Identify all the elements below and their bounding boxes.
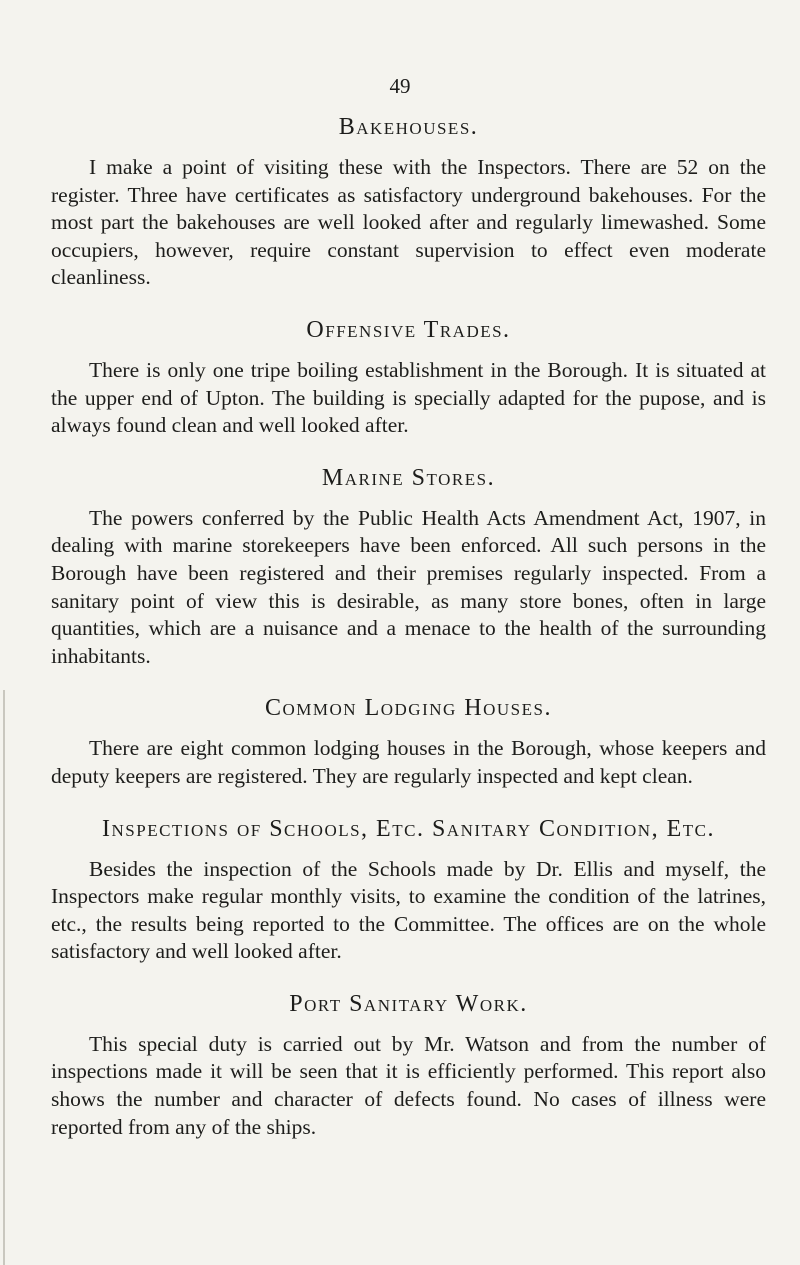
section-heading: Inspections of Schools, Etc. Sanitary Condition, Etc. bbox=[102, 815, 715, 842]
section-paragraph: This special duty is carried out by Mr. Watson and from the number of inspections made it will be seen that it is efficiently performed. This report also shows the number and character of defects found. No cases of illness were reported from any of the ships. bbox=[51, 1031, 766, 1139]
section-heading: Bakehouses. bbox=[338, 114, 479, 140]
section-heading: Offensive Trades. bbox=[306, 316, 511, 343]
section-offensive-trades bbox=[51, 315, 766, 440]
page-number: 49 bbox=[389, 74, 411, 98]
document-body bbox=[51, 112, 766, 1164]
page-edge-shadow bbox=[3, 690, 5, 1265]
section-paragraph: There are eight common lodging houses in the Borough, whose keepers and deputy keepers are registered. They are regularly inspected and kept clean. bbox=[51, 736, 766, 788]
section-heading: Port Sanitary Work. bbox=[289, 990, 528, 1017]
section-paragraph: I make a point of visiting these with the Inspectors. There are 52 on the register. Three have certificates as satisfactory underground bakehouses. For the most part the bakehouses are well looked after and regularly limewashed. Some occupiers, however, require constant supervision to effect even moderate cleanliness. bbox=[51, 155, 766, 290]
section-common-lodging-houses bbox=[51, 693, 766, 790]
section-paragraph: Besides the inspection of the Schools made by Dr. Ellis and myself, the Inspectors make regular monthly visits, to examine the condition of the latrines, etc., the results being reported to the Committee. The offices are on the whole satisfactory and well looked after. bbox=[51, 856, 766, 964]
section-heading: Marine Stores. bbox=[321, 464, 496, 491]
section-bakehouses bbox=[51, 112, 766, 292]
section-marine-stores bbox=[51, 463, 766, 671]
section-inspections-of-schools bbox=[51, 814, 766, 966]
section-heading: Common Lodging Houses. bbox=[265, 695, 552, 722]
section-paragraph: There is only one tripe boiling establishment in the Borough. It is situated at the upper end of Upton. The building is specially adapted for the pupose, and is always found clean and well looked after. bbox=[51, 357, 766, 438]
section-port-sanitary-work bbox=[51, 989, 766, 1141]
section-paragraph: The powers conferred by the Public Health Acts Amendment Act, 1907, in dealing with marine storekeepers have been enforced. All such persons in the Borough have been registered and their premises regularly inspected. From a sanitary point of view this is desirable, as many store bones, often in large quantities, which are a nuisance and a menace to the health of the surrounding inhabitants. bbox=[51, 505, 766, 668]
